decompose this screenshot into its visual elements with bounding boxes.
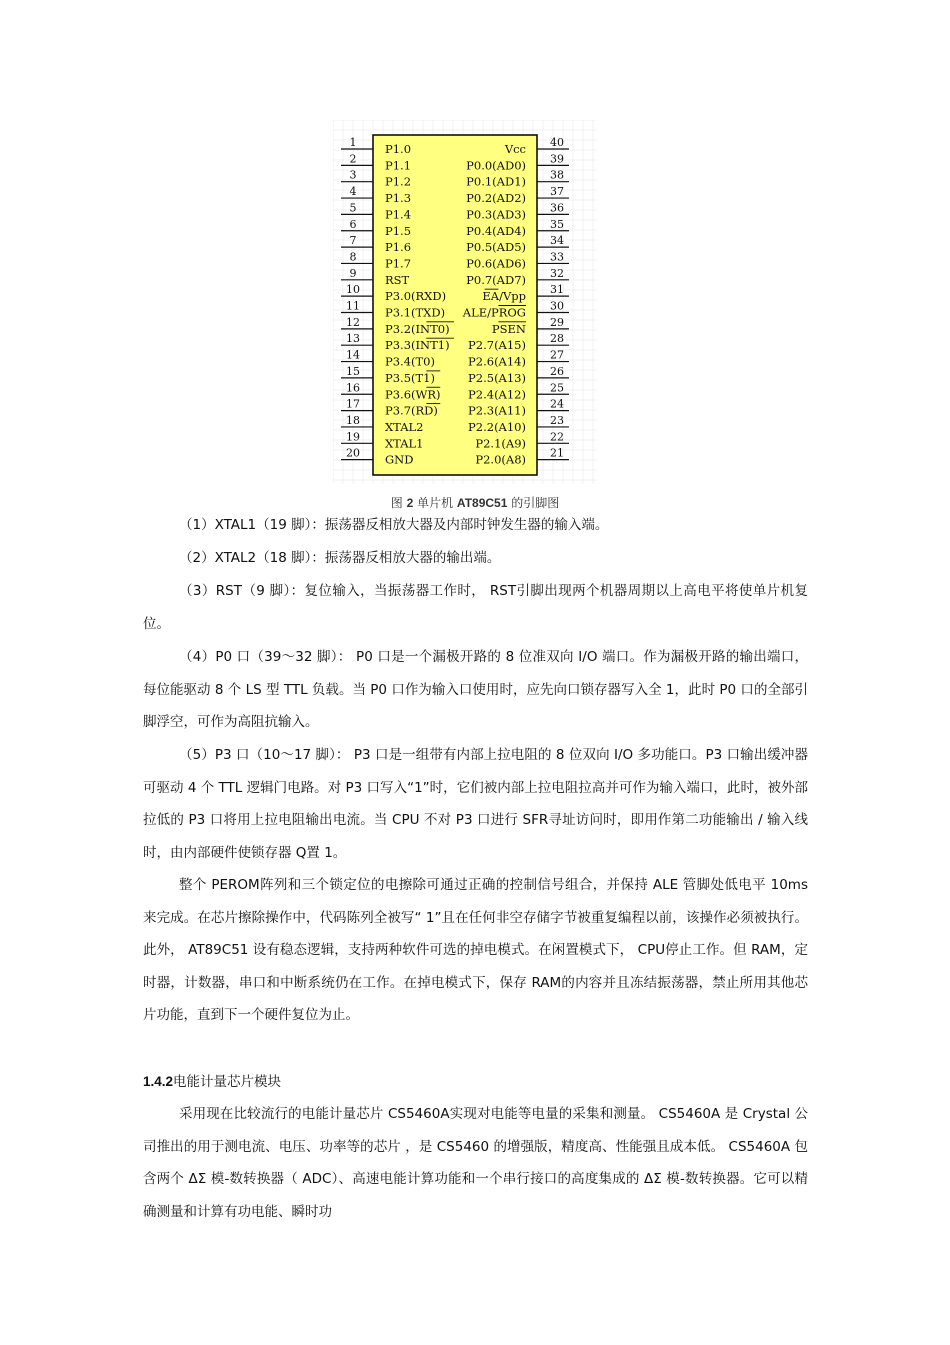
pin-number: 33 xyxy=(550,250,564,264)
caption-mid: 单片机 xyxy=(413,496,457,510)
pin-number: 22 xyxy=(550,430,564,444)
pin-label: P0.5(AD5) xyxy=(466,240,526,255)
pin-number: 3 xyxy=(349,168,357,182)
pin-number: 11 xyxy=(346,299,360,313)
pin-number: 25 xyxy=(550,381,564,395)
pin-label: P1.6 xyxy=(385,240,412,255)
pin-number: 31 xyxy=(550,283,564,297)
paragraph-p0: （4）P0 口（39～32 脚）： P0 口是一个漏极开路的 8 位准双向 I/O 端口。作为漏极开路的输出端口，每位能驱动 8 个 LS 型 TTL 负载。当 P0 口作为输入口使用时，应先向口锁存器写入全 1，此时 P0 口的全部引脚浮空，可作为高阻抗输入。 xyxy=(143,649,808,731)
pin-number: 1 xyxy=(349,136,357,149)
pin-label: ALE/PROG xyxy=(462,305,526,320)
pin-number: 5 xyxy=(349,201,357,215)
pin-number: 36 xyxy=(550,201,564,215)
pin-label: P0.1(AD1) xyxy=(466,174,526,189)
pin-label: P2.7(A15) xyxy=(468,338,526,353)
pin-label: P3.2(INT0) xyxy=(385,321,450,336)
caption-number: 2 xyxy=(406,496,414,510)
pin-label: P0.0(AD0) xyxy=(466,158,526,173)
pin-label: P2.3(A11) xyxy=(468,403,526,418)
pin-label: P0.3(AD3) xyxy=(466,207,526,222)
pin-number: 19 xyxy=(346,430,360,444)
at89c51-pinout-figure xyxy=(333,120,597,484)
pin-label: P1.2 xyxy=(385,174,412,189)
pin-number: 16 xyxy=(346,381,360,395)
pin-label: Vcc xyxy=(504,142,526,156)
pin-label: P3.1(TXD) xyxy=(385,305,446,320)
pin-number: 15 xyxy=(346,364,360,378)
paragraph-rst: （3）RST（9 脚）：复位输入，当振荡器工作时， RST引脚出现两个机器周期以上高电平将使单片机复位。 xyxy=(143,583,808,632)
pin-number: 14 xyxy=(346,348,360,362)
caption-chip: AT89C51 xyxy=(456,496,508,510)
pin-number: 35 xyxy=(550,217,564,231)
pin-label: P2.1(A9) xyxy=(475,436,526,451)
pin-label: P0.6(AD6) xyxy=(466,256,526,271)
pin-label: P1.7 xyxy=(385,256,412,271)
pin-label: P1.4 xyxy=(385,207,412,222)
pin-number: 40 xyxy=(550,136,564,149)
pin-number: 39 xyxy=(550,152,564,166)
caption-prefix: 图 xyxy=(390,496,407,510)
pin-number: 17 xyxy=(346,397,360,411)
section-heading xyxy=(143,1070,281,1094)
pin-number: 8 xyxy=(349,250,357,264)
pin-number: 26 xyxy=(550,364,564,378)
pin-label: XTAL2 xyxy=(385,419,424,434)
pin-label: P3.0(RXD) xyxy=(385,289,447,304)
pin-number: 37 xyxy=(550,185,564,199)
pin-label: PSEN xyxy=(491,321,526,336)
pin-number: 28 xyxy=(550,332,564,346)
section-title: 电能计量芯片模块 xyxy=(173,1074,282,1090)
pin-number: 34 xyxy=(550,234,564,248)
pin-label: XTAL1 xyxy=(385,436,424,451)
pin-number: 23 xyxy=(550,413,564,427)
caption-suffix: 的引脚图 xyxy=(507,496,560,510)
pin-number: 38 xyxy=(550,168,564,182)
paragraph-cs5460a: 采用现在比较流行的电能计量芯片 CS5460A实现对电能等电量的采集和测量。 CS5460A 是 Crystal 公司推出的用于测电流、电压、功率等的芯片 ，是 CS5460 的增强版，精度高、性能强且成本低。 CS5460A 包含两个 ΔΣ 模-数转换器（ ADC）、高速电能计算功能和一个串行接口的高度集成的 ΔΣ 模-数转换器。它可以精确测量和计算有功电能、瞬时功 xyxy=(143,1106,808,1220)
pin-number: 10 xyxy=(346,283,360,297)
pin-label: P1.1 xyxy=(385,158,412,173)
pin-label: P1.3 xyxy=(385,191,412,206)
paragraph-p3: （5）P3 口（10～17 脚）： P3 口是一组带有内部上拉电阻的 8 位双向 I/O 多功能口。P3 口输出缓冲器可驱动 4 个 TTL 逻辑门电路。对 P3 口写入“1”时，它们被内部上拉电阻拉高并可作为输入端口，此时，被外部拉低的 P3 口将用上拉电阻输出电流。当 CPU 不对 P3 口进行 SFR寻址访问时，即用作第二功能输出 / 输入线时，由内部硬件使锁存器 Q置 1。 xyxy=(143,747,808,861)
section-number: 1.4.2 xyxy=(143,1074,174,1089)
pin-label: P2.6(A14) xyxy=(468,354,526,369)
pin-number: 12 xyxy=(346,315,360,329)
pin-label: P1.5 xyxy=(385,223,412,238)
pin-number: 4 xyxy=(349,185,357,199)
paragraph-xtal1: （1）XTAL1（19 脚）：振荡器反相放大器及内部时钟发生器的输入端。 xyxy=(179,517,609,533)
pin-number: 30 xyxy=(550,299,564,313)
pin-number: 21 xyxy=(550,446,564,460)
pin-number: 2 xyxy=(349,152,357,166)
pin-label: P3.5(T1) xyxy=(385,370,435,385)
pin-number: 13 xyxy=(346,332,360,346)
pin-label: P3.4(T0) xyxy=(385,354,435,369)
pin-label: P0.2(AD2) xyxy=(466,191,526,206)
pin-label: P2.0(A8) xyxy=(475,452,526,467)
pin-label: GND xyxy=(385,452,414,467)
pin-label: RST xyxy=(385,272,410,287)
pin-number: 20 xyxy=(346,446,360,460)
pin-number: 6 xyxy=(349,217,357,231)
pin-number: 29 xyxy=(550,315,564,329)
pin-label: P0.4(AD4) xyxy=(466,223,526,238)
pin-label: P0.7(AD7) xyxy=(466,272,526,287)
pin-label: EA/Vpp xyxy=(482,289,526,304)
paragraph-xtal2: （2）XTAL2（18 脚）：振荡器反相放大器的输出端。 xyxy=(179,550,501,566)
pin-number: 18 xyxy=(346,413,360,427)
paragraph-perom: 整个 PEROM阵列和三个锁定位的电擦除可通过正确的控制信号组合，并保持 ALE 管脚处低电平 10ms 来完成。在芯片擦除操作中，代码陈列全被写“ 1”且在任何非空存储字节被重复编程以前，该操作必须被执行。此外， AT89C51 设有稳态逻辑，支持两种软件可选的掉电模式。在闲置模式下， CPU停止工作。但 RAM，定时器，计数器，串口和中断系统仍在工作。在掉电模式下，保存 RAM的内容并且冻结振荡器，禁止所用其他芯片功能，直到下一个硬件复位为止。 xyxy=(143,877,808,1024)
pin-number: 7 xyxy=(349,234,357,248)
pin-label: P2.5(A13) xyxy=(468,370,526,385)
pin-label: P1.0 xyxy=(385,142,412,156)
pin-label: P2.2(A10) xyxy=(468,419,526,434)
pin-label: P3.3(INT1) xyxy=(385,338,450,353)
pin-label: P3.6(WR) xyxy=(385,387,441,402)
pin-label: P3.7(RD) xyxy=(385,403,438,418)
pin-number: 9 xyxy=(349,266,357,280)
pin-number: 32 xyxy=(550,266,564,280)
pin-number: 27 xyxy=(550,348,564,362)
pin-label: P2.4(A12) xyxy=(468,387,526,402)
pin-number: 24 xyxy=(550,397,564,411)
